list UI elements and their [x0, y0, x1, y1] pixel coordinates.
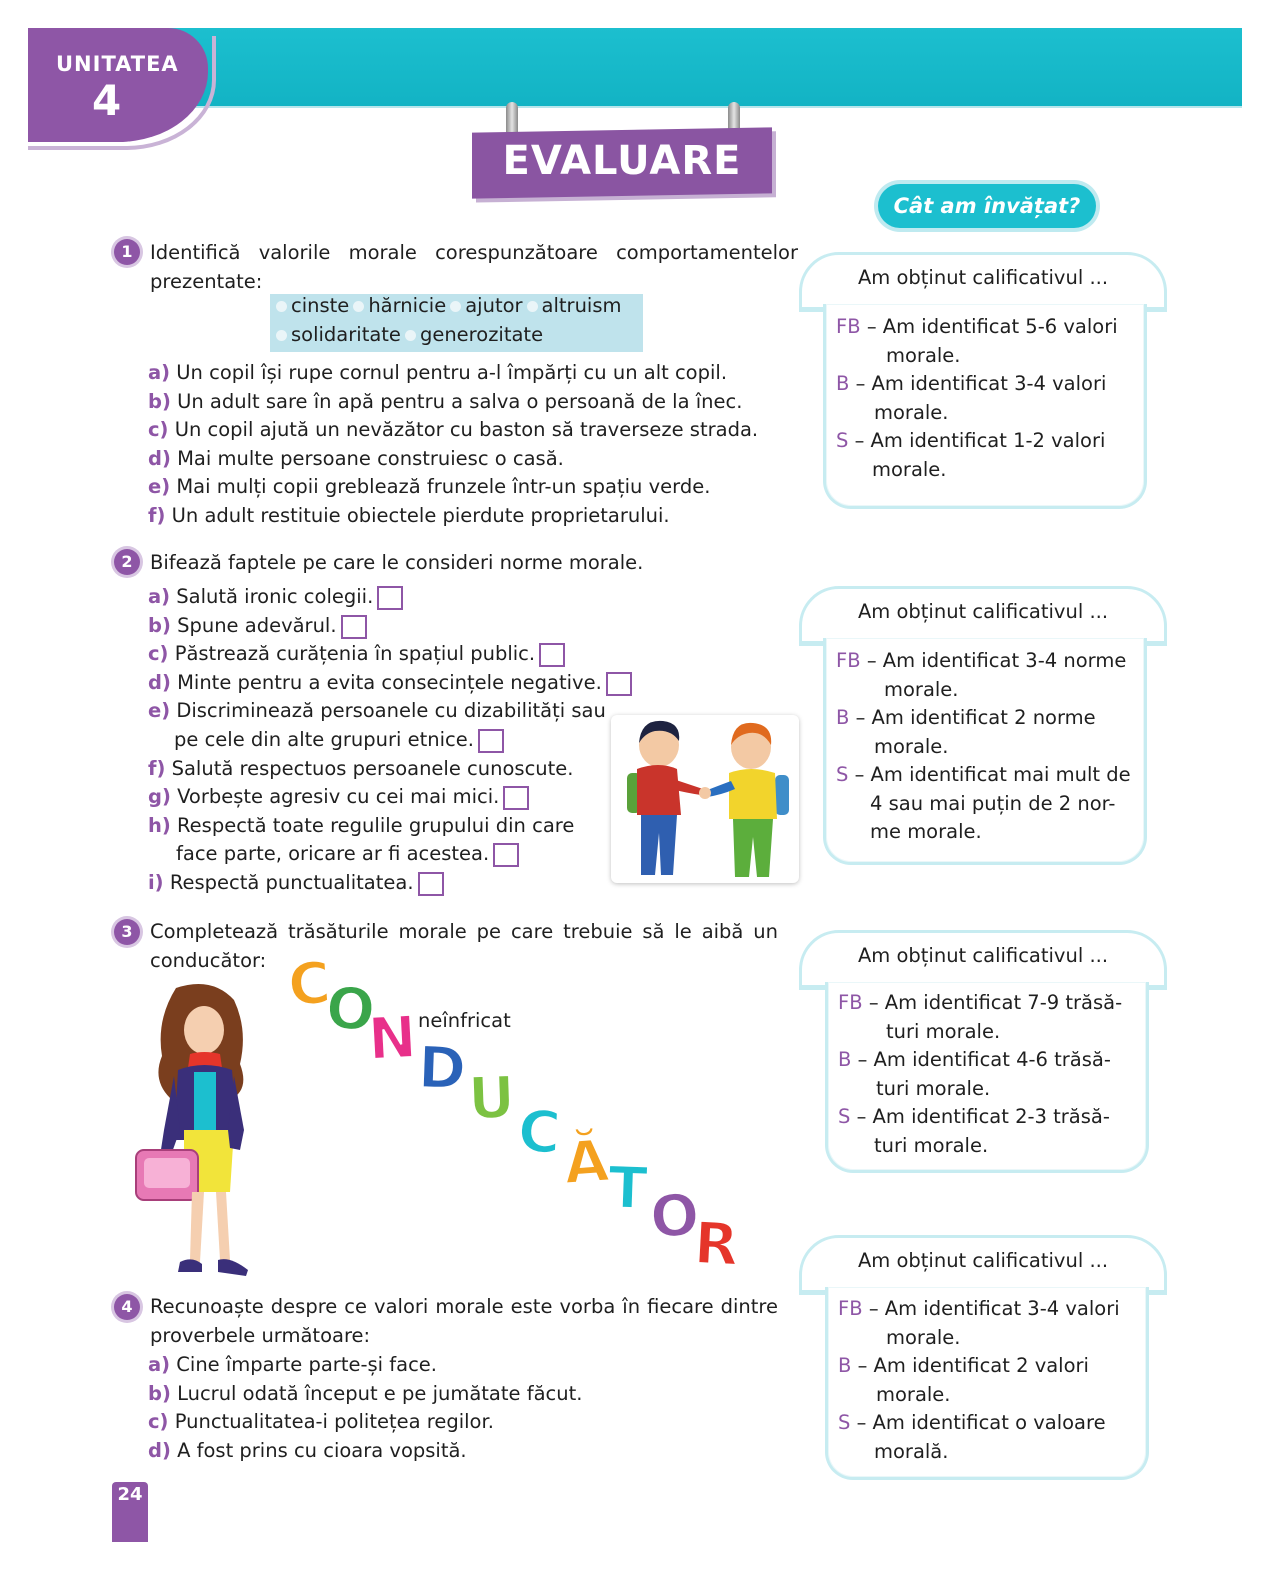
ex1-prompt-line1: Identifică valorile morale corespunzătoare comportamentelor [150, 241, 798, 264]
list-item [148, 611, 367, 640]
exercise-number-1: 1 [114, 239, 140, 265]
rubric-text: – Am identificat mai mult de [854, 763, 1131, 786]
list-item [148, 501, 670, 530]
list-item [148, 1407, 494, 1436]
item-text: Salută ironic colegii. [176, 585, 374, 608]
rubric-heading: Am obținut calificativul ... [857, 1249, 1109, 1272]
item-text: Mai mulți copii greblează frunzele într-un spațiu verde. [176, 475, 711, 498]
woman-with-bag-image [130, 980, 270, 1280]
grade-code: B [836, 706, 850, 729]
grade-code: FB [838, 991, 863, 1014]
rubric-text: – Am identificat 7-9 trăsă- [868, 991, 1123, 1014]
item-text: Păstrează curățenia în spațiul public. [174, 642, 536, 665]
rubric-text: – Am identificat 1-2 valori [854, 429, 1106, 452]
unit-label: UNITATEA [56, 52, 179, 76]
self-check-pill: Cât am învățat? [878, 184, 1096, 228]
list-item [148, 868, 444, 897]
rubric-line [836, 704, 1132, 733]
item-text: Cine împarte parte-și face. [176, 1353, 437, 1376]
word-bank-item: generozitate [419, 323, 544, 346]
list-item [148, 668, 632, 697]
list-item [148, 1436, 467, 1465]
rubric-line-continuation: me morale. [870, 820, 982, 843]
rubric-line-continuation: morale. [886, 1326, 961, 1349]
checkbox[interactable] [418, 872, 444, 896]
ex1-prompt-line2: prezentate: [150, 270, 263, 293]
rubric-text: – Am identificat 3-4 valori [868, 1297, 1120, 1320]
rubric-line [836, 647, 1132, 676]
word-bank-item: solidaritate [291, 323, 401, 346]
two-boys-shaking-hands-image [611, 715, 799, 883]
word-bank-item: ajutor [465, 294, 523, 317]
item-letter: e) [148, 475, 171, 498]
item-text: Un adult sare în apă pentru a salva o persoană de la înec. [177, 390, 743, 413]
list-item [148, 444, 564, 473]
rubric-heading: Am obținut calificativul ... [857, 600, 1109, 623]
item-letter: c) [148, 418, 169, 441]
woman-illustration [130, 980, 270, 1280]
ex3-prompt-line2: conducător: [150, 949, 267, 972]
list-item [148, 472, 710, 501]
item-text: Respectă punctualitatea. [169, 871, 414, 894]
checkbox[interactable] [606, 672, 632, 696]
list-item-continuation [176, 839, 519, 868]
rubric-line [838, 1295, 1134, 1324]
checkbox[interactable] [539, 643, 565, 667]
conducator-letter: O [323, 973, 378, 1045]
checkbox[interactable] [377, 586, 403, 610]
exercise-number-2: 2 [114, 549, 140, 575]
rubric-line-continuation: turi morale. [874, 1134, 989, 1157]
rubric-line-continuation: morale. [884, 678, 959, 701]
rubric-text: – Am identificat 4-6 trăsă- [857, 1048, 1111, 1071]
word-bank-row1 [272, 294, 622, 317]
checkbox[interactable] [478, 729, 504, 753]
item-text: Spune adevărul. [177, 614, 337, 637]
rubric-text: – Am identificat 5-6 valori [866, 315, 1118, 338]
item-text: Un copil ajută un nevăzător cu baston să traverseze strada. [174, 418, 759, 441]
rubric-text: – Am identificat 3-4 valori [855, 372, 1107, 395]
exercise-number-4: 4 [114, 1294, 140, 1320]
item-text: face parte, oricare ar fi acestea. [176, 842, 490, 865]
grade-code: S [836, 429, 849, 452]
page-title: EVALUARE [502, 138, 742, 184]
page-number: 24 [117, 1484, 143, 1505]
rubric-line [836, 427, 1132, 456]
item-letter: a) [148, 1353, 171, 1376]
item-letter: a) [148, 585, 171, 608]
list-item [148, 415, 758, 444]
item-letter: d) [148, 1439, 171, 1462]
rubric-text: – Am identificat 2 valori [857, 1354, 1089, 1377]
bullet-dot [276, 330, 287, 341]
list-item [148, 358, 727, 387]
conducator-letter: C [516, 1096, 563, 1168]
item-letter: b) [148, 1382, 171, 1405]
item-text: Discriminează persoanele cu dizabilități sau [176, 699, 606, 722]
grade-code: B [838, 1048, 852, 1071]
list-item [148, 639, 565, 668]
item-letter: c) [148, 642, 169, 665]
item-text: pe cele din alte grupuri etnice. [174, 728, 474, 751]
item-text: Un adult restituie obiectele pierdute proprietarului. [171, 504, 670, 527]
item-letter: e) [148, 699, 171, 722]
list-item [148, 811, 574, 840]
conducator-letter: U [466, 1063, 517, 1133]
conducator-letter: N [366, 1002, 419, 1074]
item-letter: a) [148, 361, 171, 384]
checkbox[interactable] [503, 786, 529, 810]
item-letter: b) [148, 614, 171, 637]
grade-code: S [838, 1411, 851, 1434]
rubric-line [838, 1046, 1134, 1075]
unit-number: 4 [92, 76, 122, 125]
header-band-edge [150, 96, 1242, 108]
item-letter: f) [148, 757, 166, 780]
rubric-heading: Am obținut calificativul ... [857, 944, 1109, 967]
rubric-line-continuation: morală. [874, 1440, 949, 1463]
rubric-line-continuation: morale. [886, 344, 961, 367]
rubric-line-continuation: turi morale. [886, 1020, 1001, 1043]
item-letter: h) [148, 814, 171, 837]
list-item [148, 754, 574, 783]
list-item [148, 782, 529, 811]
item-text: Lucrul odată început e pe jumătate făcut. [177, 1382, 583, 1405]
bullet-dot [353, 301, 364, 312]
list-item [148, 1379, 582, 1408]
ex4-prompt-line2: proverbele următoare: [150, 1324, 371, 1347]
rubric-line-continuation: morale. [876, 1383, 951, 1406]
checkbox[interactable] [493, 843, 519, 867]
grade-code: B [836, 372, 850, 395]
rubric-line-continuation: morale. [874, 735, 949, 758]
rubric-line [836, 761, 1132, 790]
word-bank-item: altruism [541, 294, 622, 317]
item-text: A fost prins cu cioara vopsită. [177, 1439, 467, 1462]
item-text: Respectă toate regulile grupului din care [177, 814, 575, 837]
bullet-dot [527, 301, 538, 312]
rubric-line-continuation: morale. [872, 458, 947, 481]
ex2-prompt: Bifează faptele pe care le consideri norme morale. [150, 551, 644, 574]
list-item [148, 696, 606, 725]
item-letter: f) [148, 504, 166, 527]
grade-code: FB [838, 1297, 863, 1320]
word-bank-item: cinste [291, 294, 350, 317]
item-text: Un copil își rupe cornul pentru a-l împărți cu un alt copil. [176, 361, 728, 384]
bullet-dot [276, 301, 287, 312]
conducator-letter: T [606, 1153, 649, 1223]
ex4-prompt-line1: Recunoaște despre ce valori morale este vorba în fiecare dintre [150, 1295, 778, 1318]
rubric-text: – Am identificat o valoare [856, 1411, 1106, 1434]
grade-code: B [838, 1354, 852, 1377]
rubric-text: – Am identificat 2 norme [855, 706, 1096, 729]
rubric-line [836, 370, 1132, 399]
item-letter: d) [148, 671, 171, 694]
rubric-line-continuation: 4 sau mai puțin de 2 nor- [870, 792, 1116, 815]
exercise-number-3: 3 [114, 919, 140, 945]
rubric-line [838, 1103, 1134, 1132]
bullet-dot [450, 301, 461, 312]
rubric-line [836, 313, 1132, 342]
item-letter: d) [148, 447, 171, 470]
example-trait: neînfricat [418, 1009, 511, 1032]
item-text: Mai multe persoane construiesc o casă. [177, 447, 564, 470]
conducator-letter: Ă [561, 1126, 612, 1198]
rubric-heading: Am obținut calificativul ... [857, 266, 1109, 289]
grade-code: S [838, 1105, 851, 1128]
item-text: Punctualitatea-i politețea regilor. [174, 1410, 494, 1433]
item-text: Minte pentru a evita consecințele negative. [177, 671, 602, 694]
word-bank-item: hărnicie [368, 294, 447, 317]
conducator-letter: R [692, 1208, 741, 1280]
item-letter: b) [148, 390, 171, 413]
rubric-text: – Am identificat 3-4 norme [866, 649, 1127, 672]
rubric-line [838, 1352, 1134, 1381]
item-text: Vorbește agresiv cu cei mai mici. [177, 785, 500, 808]
checkbox[interactable] [341, 615, 367, 639]
grade-code: FB [836, 649, 861, 672]
item-text: Salută respectuos persoanele cunoscute. [171, 757, 574, 780]
list-item [148, 387, 742, 416]
rubric-text: – Am identificat 2-3 trăsă- [856, 1105, 1110, 1128]
grade-code: FB [836, 315, 861, 338]
grade-code: S [836, 763, 849, 786]
word-bank-row2 [272, 323, 543, 346]
handshake-illustration [611, 715, 799, 883]
item-letter: c) [148, 1410, 169, 1433]
rubric-line-continuation: turi morale. [876, 1077, 991, 1100]
conducator-letter: C [285, 948, 333, 1020]
list-item [148, 582, 403, 611]
bullet-dot [405, 330, 416, 341]
ex3-prompt-line1: Completează trăsăturile morale pe care trebuie să le aibă un [150, 920, 778, 943]
item-letter: g) [148, 785, 171, 808]
rubric-line-continuation: morale. [874, 401, 949, 424]
conducator-letter: D [416, 1033, 468, 1103]
item-letter: i) [148, 871, 164, 894]
list-item-continuation [174, 725, 504, 754]
conducator-letter: O [648, 1180, 702, 1252]
list-item [148, 1350, 437, 1379]
rubric-line [838, 989, 1134, 1018]
rubric-line [838, 1409, 1134, 1438]
